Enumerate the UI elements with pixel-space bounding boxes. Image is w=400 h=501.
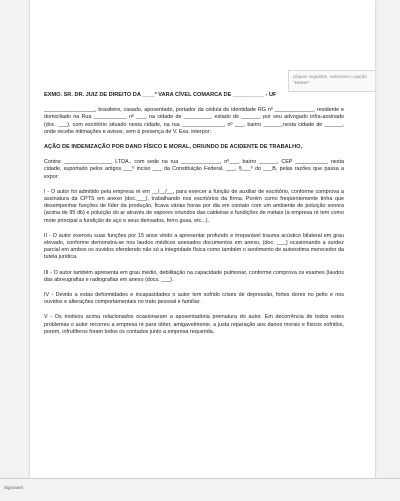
qualification-text: _________________, brasileiro, casado, aposentado, portador da cédula de identidade RG nº _____________, residente e domiciliado na Rua ___________ nº ___, na cidade de _________, estado de ______, por seu advogado infra-assinado (doc. ___), com escritório situado nesta cidade, na rua ______________, nº ___, bairro ______,nesta cidade de ______, onde recebe intimações e avisos, vem à presença de V. Exa. interpor: [44,107,344,135]
paragraph-text: V - Os motivos acima relacionados ocasionaram a aposentadoria prematura do autor. Em decorrência de todos estes problemas o autor recorreu a empresa ré para obter, amigavelmente, a justa reparação aos danos morais e físicos sofridos, porem, infrutíferos foram todos os contados junto a empresa requerida. [44,314,344,335]
paragraph-5 [44,314,344,336]
paragraph-text: II - O autor exerceu suas funções por 15 anos vindo a apresentar profundo e irreparável trauma acústico bilateral em grau elevado, conforme demonstra-se nos laudos médicos anexados documentos em anexo, (doc. ___) ocasionando a surdez parcial em ambos os ouvidos ofendendo não só a integridade física como também o sentimento de autoestima merecedor da tutela jurídica. [44,232,344,261]
qualification-block [44,107,344,136]
footer-bar [0,478,400,501]
court-header-text: EXMO. SR. DR. JUIZ DE DIREITO DA ____ª VARA CÍVEL COMARCA DE __________ - UF [44,92,277,98]
paragraph-1 [44,189,344,225]
paragraph-2 [44,233,344,262]
document-content [44,92,344,344]
help-note-text: cliques seguidos, selecione o opção "Delete" [293,74,367,86]
action-title [44,144,344,151]
action-title-text: AÇÃO DE INDENIZAÇÃO POR DANO FÍSICO E MORAL, ORIUNDO DE ACIDENTE DE TRABALHO, [44,144,303,151]
paragraph-4 [44,292,344,306]
paragraph-text: III - O autor também apresenta em grau médio, debilitação na capacidade pulmonar, conforme comprova os exames (laudos das abreugrafias e radiografias em anexo (docs. ___). [44,269,344,283]
paragraph-text: IV - Devido a estas deformidades e incapacidades o autor tem sofrido crises de depressão, fortes dores no peito e nos ouvidos e alterações comportamentais no trato pessoal e familiar. [44,292,344,306]
court-header [44,92,344,99]
footer-brand: Sigmanet [4,485,24,490]
paragraph-3 [44,270,344,284]
help-note-panel [288,70,375,92]
against-text: Contra: ________________ LTDA., com sede na rua _____________, nº___, bairro ______, CEP ___________ nesta cidade, suportado pelos artigos ___º inciso ___ da Constituição Federal, ___, §___º do ___B, pelas razões que passa a expor: [44,159,344,180]
paragraph-text: I - O autor foi admitido pela empresa ré em __/__/__, para exercer a função de auxiliar de escritório, conforme comprova a assinatura da CPTS em anexo (doc.___), trabalhando nos escritórios da firma. Porém como freqüentemente tinha que desempenhar funções de líder da produção, ficava várias horas por dia em contato com um ambiente de poluição sonora (acima de 95 db) e poluição do ar através de vapores oriundos das caldeiras e fundições de metais (a empresa ré tem como mote principal a fundição de aço e seus derivados, ferro gusa, etc...). [44,188,344,224]
against-block [44,159,344,181]
